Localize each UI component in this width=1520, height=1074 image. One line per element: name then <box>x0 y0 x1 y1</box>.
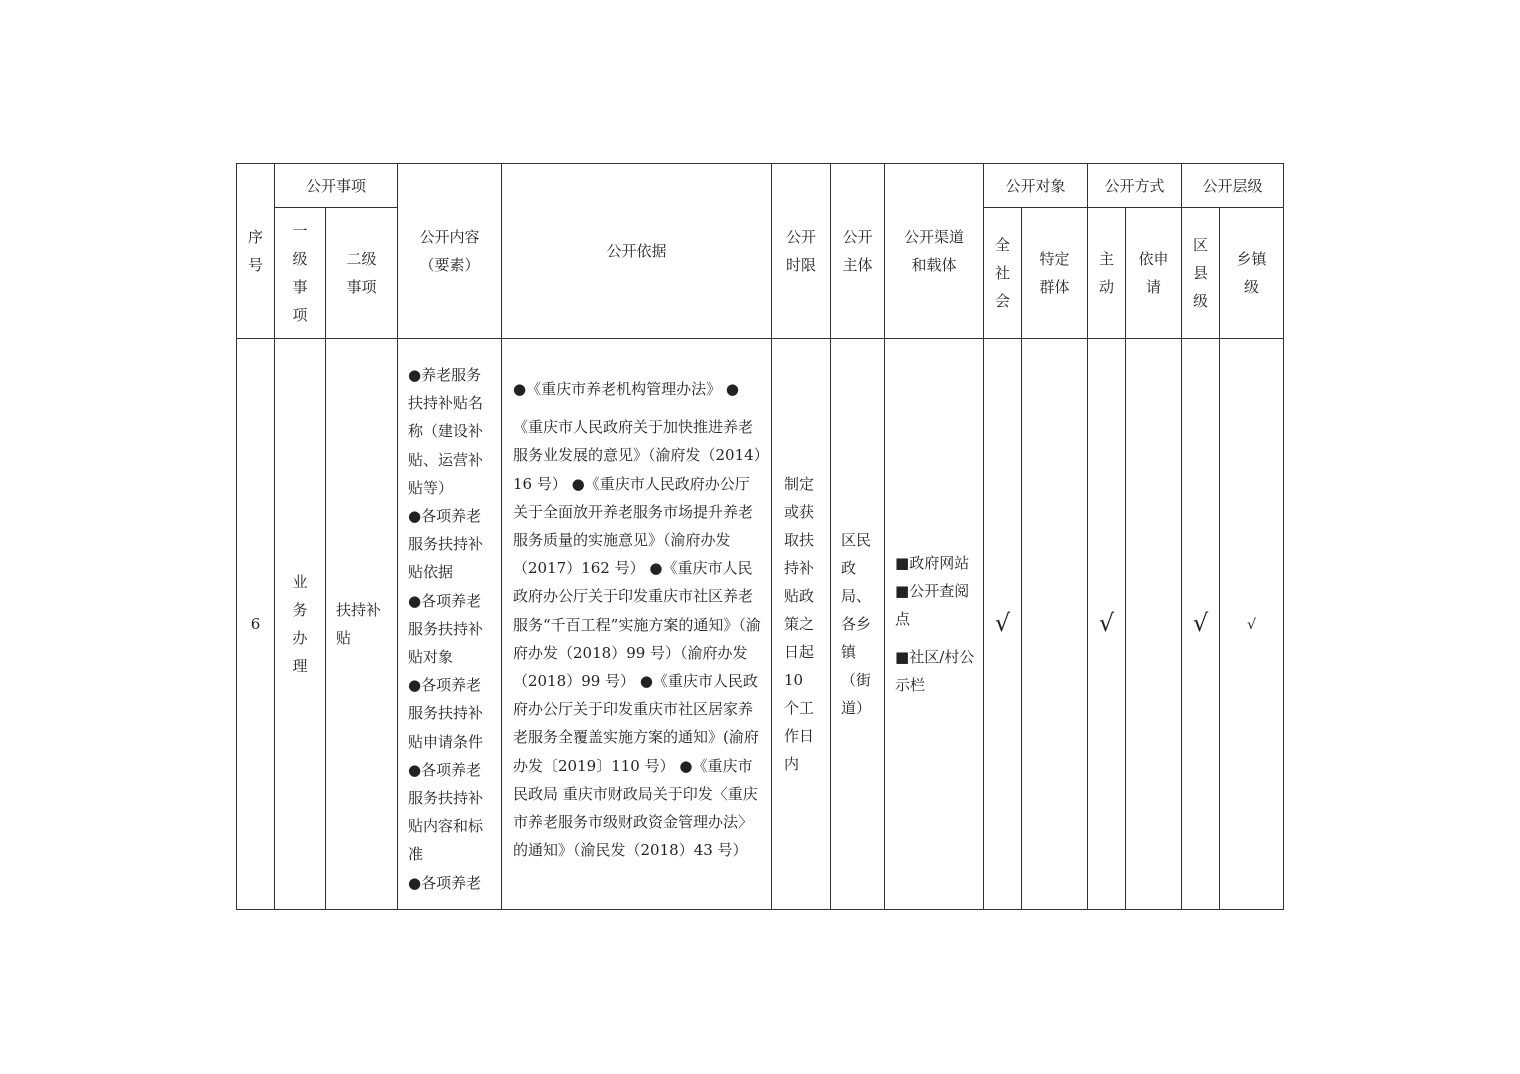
content-item: ●各项养老 <box>408 873 482 892</box>
header-seq: 序号 <box>237 164 275 339</box>
row-seq: 6 <box>237 339 275 910</box>
row-method-active <box>1088 339 1126 910</box>
check-mark-icon: √ <box>994 608 1011 637</box>
row-level1: 业务办理 <box>275 339 326 910</box>
content-item: ●各项养老服务扶持补贴依据 <box>408 507 484 582</box>
header-time-limit: 公开时限 <box>772 164 831 339</box>
header-method-active: 主动 <box>1088 208 1126 339</box>
row-content <box>398 339 502 910</box>
header-audience-group: 公开对象 <box>984 164 1088 208</box>
header-content: 公开内容（要素） <box>398 164 502 339</box>
header-method-request: 依申请 <box>1126 208 1182 339</box>
row-audience-all <box>984 339 1022 910</box>
header-level-county: 区县级 <box>1182 208 1220 339</box>
content-item: ●各项养老服务扶持补贴内容和标准 <box>408 760 484 864</box>
header-items-group: 公开事项 <box>275 164 398 208</box>
header-level1: 一级事项 <box>275 208 326 339</box>
check-mark-icon: √ <box>1247 616 1257 633</box>
header-subject: 公开主体 <box>831 164 885 339</box>
content-item: ●养老服务扶持补贴名称（建设补贴、运营补贴等） <box>408 366 484 497</box>
channel-item: ■社区/村公示栏 <box>895 648 975 694</box>
channel-item: ■政府网站 ■公开查阅点 <box>895 554 970 628</box>
disclosure-table <box>236 163 1284 910</box>
header-level-town: 乡镇级 <box>1220 208 1284 339</box>
header-audience-specific: 特定群体 <box>1022 208 1088 339</box>
content-item: ●各项养老服务扶持补贴申请条件 <box>408 676 484 751</box>
row-level-town <box>1220 339 1284 910</box>
row-channel <box>885 339 984 910</box>
content-item: ●各项养老服务扶持补贴对象 <box>408 591 484 667</box>
header-row-top <box>237 164 1284 208</box>
row-subject: 区民政局、各乡镇（街道） <box>831 339 885 910</box>
header-level2: 二级事项 <box>326 208 398 339</box>
header-level-group: 公开层级 <box>1182 164 1284 208</box>
basis-text: 《重庆市人民政府关于加快推进养老服务业发展的意见》（渝府发（2014）16 号） ●《重庆市人民政府办公厅关于全面放开养老服务市场提升养老服务质量的实施意见》（渝府办发（2017）162 号） ●《重庆市人民政府办公厅关于印发重庆市社区养老服务“千百工程”实施方案的通知》（渝府办发（2018）99 号）（渝府办发（2018）99 号） ●《重庆市人民政府办公厅关于印发重庆市社区居家养老服务全覆盖实施方案的通知》(渝府办发〔2019〕110 号） ●《重庆市民政局 重庆市财政局关于印发〈重庆市养老服务市级财政资金管理办法〉的通知》（渝民发（2018）43 号） <box>513 418 762 860</box>
check-mark-icon: √ <box>1192 608 1209 637</box>
header-method-group: 公开方式 <box>1088 164 1182 208</box>
row-audience-specific <box>1022 339 1088 910</box>
header-channel: 公开渠道和载体 <box>885 164 984 339</box>
row-basis <box>502 339 772 910</box>
check-mark-icon: √ <box>1098 608 1115 637</box>
basis-first-line: ●《重庆市养老机构管理办法》 ● <box>513 380 739 398</box>
row-method-request <box>1126 339 1182 910</box>
header-basis: 公开依据 <box>502 164 772 339</box>
row-time-limit: 制定或获取扶持补贴政策之日起 10 个工作日内 <box>772 339 831 910</box>
header-audience-all: 全社会 <box>984 208 1022 339</box>
row-level-county <box>1182 339 1220 910</box>
row-level2: 扶持补贴 <box>326 339 398 910</box>
table-row <box>237 339 1284 910</box>
